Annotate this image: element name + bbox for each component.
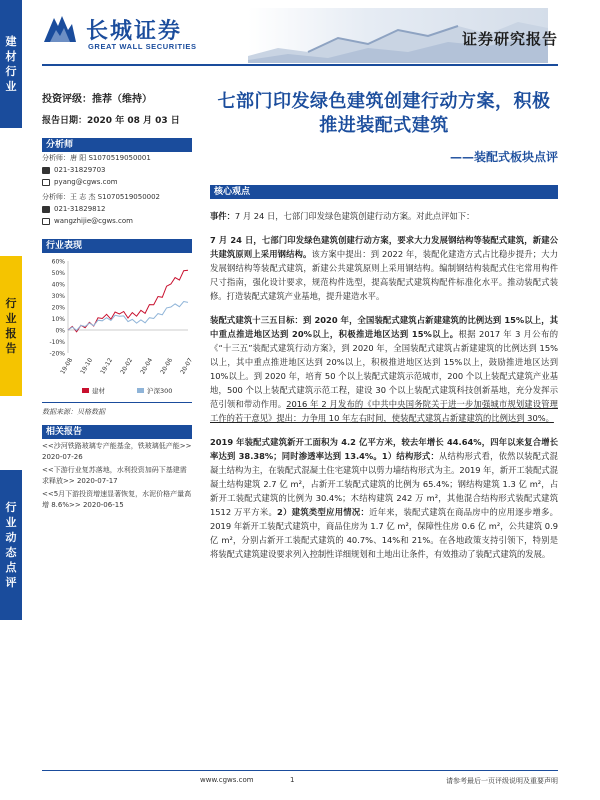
analyst-section-header: 分析师 <box>42 138 192 152</box>
building-type-label: 2）建筑类型应用情况： <box>277 507 370 517</box>
side-tab-char: 动 <box>5 531 17 544</box>
analyst-name: 分析师：王 志 杰 S1070519050002 <box>42 193 161 201</box>
analyst-block-2 <box>42 192 192 227</box>
y-tick-label: 30% <box>51 293 65 300</box>
page-header <box>0 0 600 70</box>
side-tab-char: 评 <box>5 576 17 589</box>
data-source-note: 数据来源：贝格数据 <box>42 408 105 416</box>
paragraph-2019-data <box>210 435 558 561</box>
y-tick-label: 40% <box>51 281 65 289</box>
x-tick-label: 20-06 <box>159 356 175 376</box>
y-tick-label: -10% <box>49 339 65 346</box>
industry-performance-chart <box>42 253 195 403</box>
analyst-phone: 021-31829812 <box>54 205 106 213</box>
report-title: 七部门印发绿色建筑创建行动方案，积极推进装配式建筑 <box>217 91 551 136</box>
y-tick-label: 0% <box>55 327 65 335</box>
analyst-email[interactable]: pyang@cgws.com <box>54 178 118 186</box>
core-view-header: 核心观点 <box>210 185 558 199</box>
y-tick-label: 50% <box>51 270 65 277</box>
policy-text: 该方案中提出：到 2022 年，装配化建造方式占比稳步提升；大力发展钢结构等装配式建筑，新建公共建筑原则上采用钢结构。编制钢结构装配式住宅常用构件尺寸指南，强化设计要求，规范构件选型，提高装配式建筑构配件标准化水平。推动装配式装修。打造装配式建筑产业基地，提升建造水平。 <box>210 249 558 301</box>
side-tab-char: 行 <box>5 297 17 310</box>
great-wall-logo-icon <box>42 12 78 48</box>
data-highlight: 2019 年装配式建筑新开工面积为 4.2 亿平方米，较去年增长 44.64%，四年以来复合增长率达到 38.38%；同时渗透率达到 13.4%。1）结构形式： <box>210 437 558 461</box>
side-tab-char: 建 <box>5 35 17 48</box>
logo-text-en: GREAT WALL SECURITIES <box>88 42 197 51</box>
x-tick-label: 19-10 <box>79 356 95 376</box>
analyst-email[interactable]: wangzhijie@cgws.com <box>54 217 133 225</box>
paragraph-policy <box>210 233 558 303</box>
phone-icon <box>42 206 50 213</box>
side-tab-review <box>0 470 22 620</box>
related-reports-list <box>42 441 192 511</box>
target-underline-text: 2016 年 2 月发布的《中共中央国务院关于进一步加强城市规划建设管理工作的若干意见》提出：力争用 10 年左右时间，使装配式建筑占新建建筑的比例达到 30%。 <box>210 399 558 423</box>
y-tick-label: -20% <box>49 350 65 358</box>
legend-swatch <box>137 388 144 393</box>
logo-text-cn: 长城证券 <box>86 18 183 44</box>
target-text: 根据 2017 年 3 月公布的《“十三五”装配式建筑行动方案》，到 2020 年，全国装配式建筑占新建建筑的比例达到 15%以上，其中重点推进地区达到 20%以上，积极推进地区达到 15%以上，鼓励推进地区达到 10%以上。到 2020 年，培育 50 个以上装配式建筑示范城市，200 个以上装配式建筑产业基地，500 个以上装配式建筑示范工程，建设 30 个以上装配式建筑科技创新基地，充分发挥示范引领和带动作用。 <box>210 329 558 409</box>
x-tick-label: 20-07 <box>179 356 195 376</box>
side-tab-char: 业 <box>5 516 17 529</box>
related-reports-header: 相关报告 <box>42 425 192 439</box>
side-tab-char: 行 <box>5 65 17 78</box>
side-tab-char: 业 <box>5 312 17 325</box>
event-label: 事件： <box>210 211 235 221</box>
analyst-block-1 <box>42 153 192 188</box>
building-type-text: 近年来，装配式建筑在商品房中的应用逐步增多。2019 年新开工装配式建筑中，商品住房为 1.7 亿 m²，保障性住房 0.6 亿 m²，公共建筑 0.9 亿 m²，分别占新开工装配式建筑的 40.7%、14%和 21%。在各地政策支持引领下，特别是将装配式建筑建设要求列入控制性详细规划和土地出让条件，有效推动了装配式建筑的发展。 <box>210 507 558 559</box>
performance-line-chart <box>42 253 195 403</box>
main-column <box>210 72 558 561</box>
y-tick-label: 60% <box>51 258 65 266</box>
target-highlight: 装配式建筑十三五目标：到 2020 年，全国装配式建筑占新建建筑的比例达到 15%以上，其中重点推进地区达到 20%以上，积极推进地区达到 15%以上。 <box>210 315 558 339</box>
paragraph-target <box>210 313 558 425</box>
related-report-item[interactable]: <<沙河铁路玻璃专产能基金，铁玻璃低产能>> 2020-07-26 <box>42 442 192 461</box>
analyst-name: 分析师：唐 阳 S1070519050001 <box>42 154 151 162</box>
side-tab-char: 报 <box>5 327 17 340</box>
report-date-value: 2020 年 08 月 03 日 <box>87 116 180 126</box>
investment-rating: 投资评级：推荐（维持） <box>42 94 152 105</box>
related-report-item[interactable]: <<5月下游投资增速显著恢复，水泥价格产量高增 8.6%>> 2020-06-15 <box>42 490 192 509</box>
analyst-phone: 021-31829703 <box>54 166 106 174</box>
series-line-1 <box>68 302 188 331</box>
side-tab-char: 态 <box>5 546 17 559</box>
series-line-0 <box>68 270 188 332</box>
event-text: 7 月 24 日，七部门印发绿色建筑创建行动方案。对此点评如下： <box>234 211 475 221</box>
email-icon <box>42 218 50 225</box>
related-report-item[interactable]: <<下游行业复苏落地，水利投资加码下基建需求释放>> 2020-07-17 <box>42 466 187 485</box>
side-tab-char: 业 <box>5 80 17 93</box>
report-date <box>42 113 192 126</box>
x-tick-label: 20-04 <box>139 356 155 376</box>
side-tab-char: 材 <box>5 50 17 63</box>
structure-text: 从结构形式看，依然以装配式混凝土结构为主，在装配式混凝土住宅建筑中以剪力墙结构形式为主。2019 年，新开工装配式混凝土结构建筑 2.7 亿 m²，占新开工装配式建筑的比例为 65.4%；钢结构建筑 1.3 亿 m²，占新开工装配式建筑的比例为 30.4%；木结构建筑 242 万 m²，其他混合结构形式装配式建筑 1512 万平方米。 <box>210 451 558 517</box>
report-date-label: 报告日期： <box>42 116 88 126</box>
paragraph-event <box>210 209 558 223</box>
side-tab-char: 点 <box>5 561 17 574</box>
side-tab-report <box>0 256 22 396</box>
policy-highlight: 7 月 24 日，七部门印发绿色建筑创建行动方案，要求大力发展钢结构等装配式建筑，新建公共建筑原则上采用钢结构。 <box>210 235 558 259</box>
page-number: 1 <box>290 776 295 784</box>
side-tabs <box>0 0 22 800</box>
footer-divider <box>42 770 558 771</box>
y-tick-label: 20% <box>51 304 65 312</box>
industry-performance-header: 行业表现 <box>42 239 192 253</box>
phone-icon <box>42 167 50 174</box>
y-tick-label: 10% <box>51 316 65 323</box>
report-subtitle: ——装配式板块点评 <box>449 150 558 164</box>
footer-url[interactable]: www.cgws.com <box>200 776 254 784</box>
side-tab-char: 行 <box>5 501 17 514</box>
legend-label: 建材 <box>92 387 105 395</box>
left-column <box>42 72 195 511</box>
x-tick-label: 19-08 <box>59 356 75 376</box>
header-divider <box>42 64 558 66</box>
side-tab-char: 告 <box>5 342 17 355</box>
legend-label: 沪深300 <box>147 387 173 395</box>
x-tick-label: 19-12 <box>99 356 115 376</box>
legend-swatch <box>82 388 89 393</box>
x-tick-label: 20-02 <box>119 356 135 376</box>
footer-disclaimer: 请参考最后一页评级说明及重要声明 <box>446 777 558 785</box>
email-icon <box>42 179 50 186</box>
report-type-label: 证券研究报告 <box>461 30 558 48</box>
